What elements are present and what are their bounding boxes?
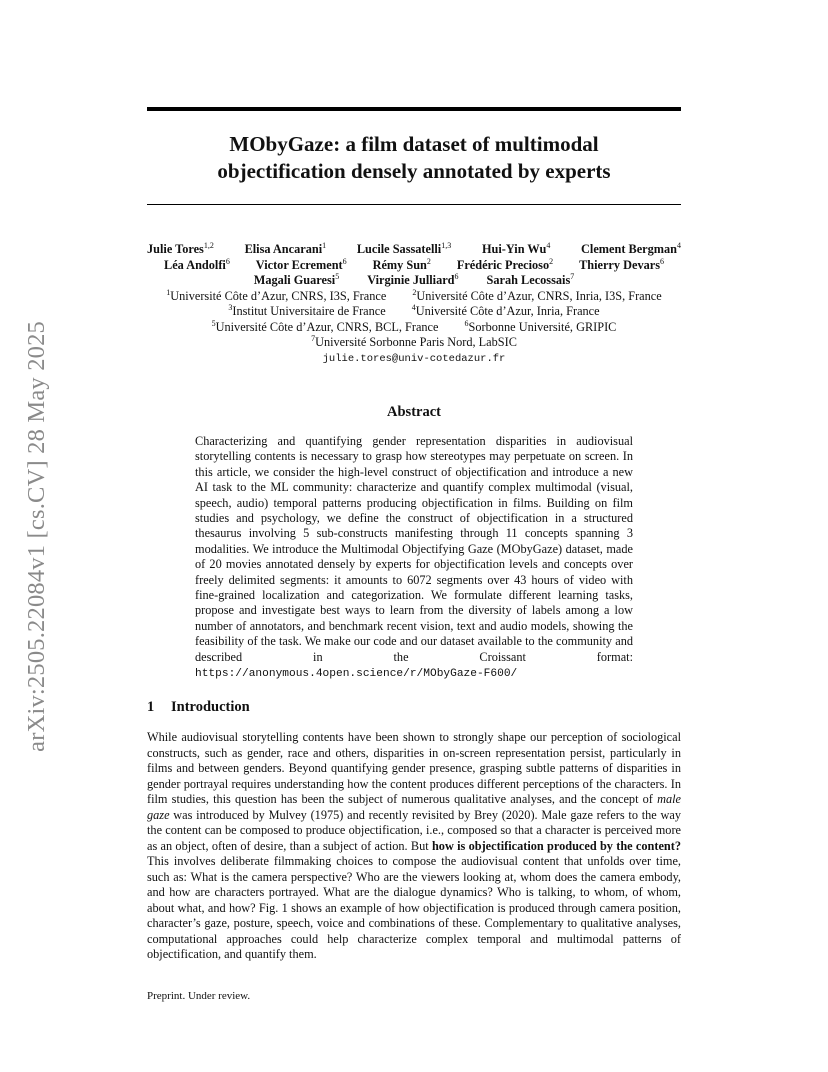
intro-text-part-2: was introduced by Mulvey (1975) and recently revisited by Brey (2020). Male gaze refers to the way the content can be composed to produce objectification, i.e., composed so that a character is perceived more as an object, often of desire, than a subject of action. But [147,807,681,853]
author: Hui-Yin Wu$^4$ [481,241,551,256]
author: Victor Ecrement$^6$ [255,256,347,272]
author: Sarah Lecossais$^7$ [486,272,575,287]
author: Thierry Devars$^6$ [579,256,664,272]
affiliation-line-4: $^7$Université Sorbonne Paris Nord, LabSIC [311,334,517,349]
author: Virginie Julliard$^6$ [367,272,459,287]
author: Magali Guaresi$^5$ [253,272,340,287]
paper-title [147,131,681,185]
arxiv-identifier: arXiv:2505.22084v1 [cs.CV] 28 May 2025 [23,320,50,752]
intro-italic-term: male gaze [147,792,681,822]
author: Frédéric Precioso$^2$ [456,256,554,272]
author-row-1 [147,242,681,258]
author-row-3 [147,273,681,289]
affiliation-line-1: $^1$Université Côte d’Azur, CNRS, I3S, France $^2$Université Côte d’Azur, CNRS, Inria, I3S, France [166,287,662,303]
dataset-url-link[interactable]: https://anonymous.4open.science/r/MObyGaze-F600/ [195,668,518,681]
author: Julie Tores$^{1,2}$ [147,241,214,256]
abstract-heading: Abstract [387,404,441,420]
intro-bold-question: how is objectification produced by the content? [431,838,681,853]
arxiv-sidebar [20,297,54,775]
affiliation-line-2: $^3$Institut Universitaire de France $^4$Université Côte d’Azur, Inria, France [228,303,600,318]
author: Rémy Sun$^2$ [372,256,431,272]
author: Léa Andolfi$^6$ [164,256,230,272]
title-line-2: objectification densely annotated by experts [217,159,611,183]
section-title: Introduction [171,699,250,715]
author: Lucile Sassatelli$^{1,3}$ [356,241,452,256]
contact-email[interactable]: julie.tores@univ-cotedazur.fr [322,352,506,365]
affiliation-line-3: $^5$Université Côte d’Azur, CNRS, BCL, France $^6$Sorbonne Université, GRIPIC [211,318,617,334]
section-number: 1 [147,699,155,715]
intro-text-part-3: This involves deliberate filmmaking choices to compose the audiovisual content that unfolds over time, such as: What is the camera perspective? Who are the viewers looking at, whom does the camera embody, and how are characters portrayed. What are the dialogue dynamics? Who is talking, to whom, of whom, about what, and how? Fig. 1 shows an example of how objectification is produced through camera position, character’s gaze, posture, speech, voice and combinations of these. Complementary to qualitative analyses, computational approaches could help characterize complex temporal and multimodal patterns of objectification, and quantify them. [147,854,681,961]
intro-text-part-1: While audiovisual storytelling contents have been shown to strongly shape our perception of sociological constructs, such as gender, race and others, disparities in on-screen representation persist, particularly in films and between genders. Beyond quantifying gender presence, grasping subtle patterns of disparities in gender portrayal requires understanding how the content produces different perceptions of the characters. In film studies, this question has been the subject of numerous qualitative analyses, and the concept of [147,730,681,806]
author: Clement Bergman$^4$ [581,241,681,256]
title-rule-bottom [147,204,681,205]
author-block [147,242,681,367]
introduction-paragraph [147,730,681,963]
author: Elisa Ancarani$^1$ [244,241,327,256]
footer-note: Preprint. Under review. [147,990,251,1002]
section-heading-introduction [147,699,250,716]
author-row-2 [147,258,681,274]
abstract-body [195,434,633,683]
abstract-text: Characterizing and quantifying gender representation disparities in audiovisual storytelling contents is necessary to grasp how stereotypes may perpetuate on screen. In this article, we consider the high-level construct of objectification and introduce a new AI task to the ML community: characterize and quantify complex multimodal (visual, speech, audio) temporal patterns producing objectification in films. Building on film studies and psychology, we define the construct of objectification in a structured thesaurus involving 5 sub-constructs manifesting through 11 concepts spanning 3 modalities. We introduce the Multimodal Objectifying Gaze (MObyGaze) dataset, made of 20 movies annotated densely by experts for objectification levels and concepts over freely delimited segments: it amounts to 6072 segments over 43 hours of video with fine-grained localization and categorization. We formulate different learning tasks, propose and investigate best ways to learn from the diversity of labels among a low number of annotators, and benchmark recent vision, text and audio models, showing the feasibility of the task. We make our code and our dataset available to the community and described in the Croissant format: [195,434,633,664]
title-rule-top [147,107,681,111]
title-line-1: MObyGaze: a film dataset of multimodal [229,132,599,156]
